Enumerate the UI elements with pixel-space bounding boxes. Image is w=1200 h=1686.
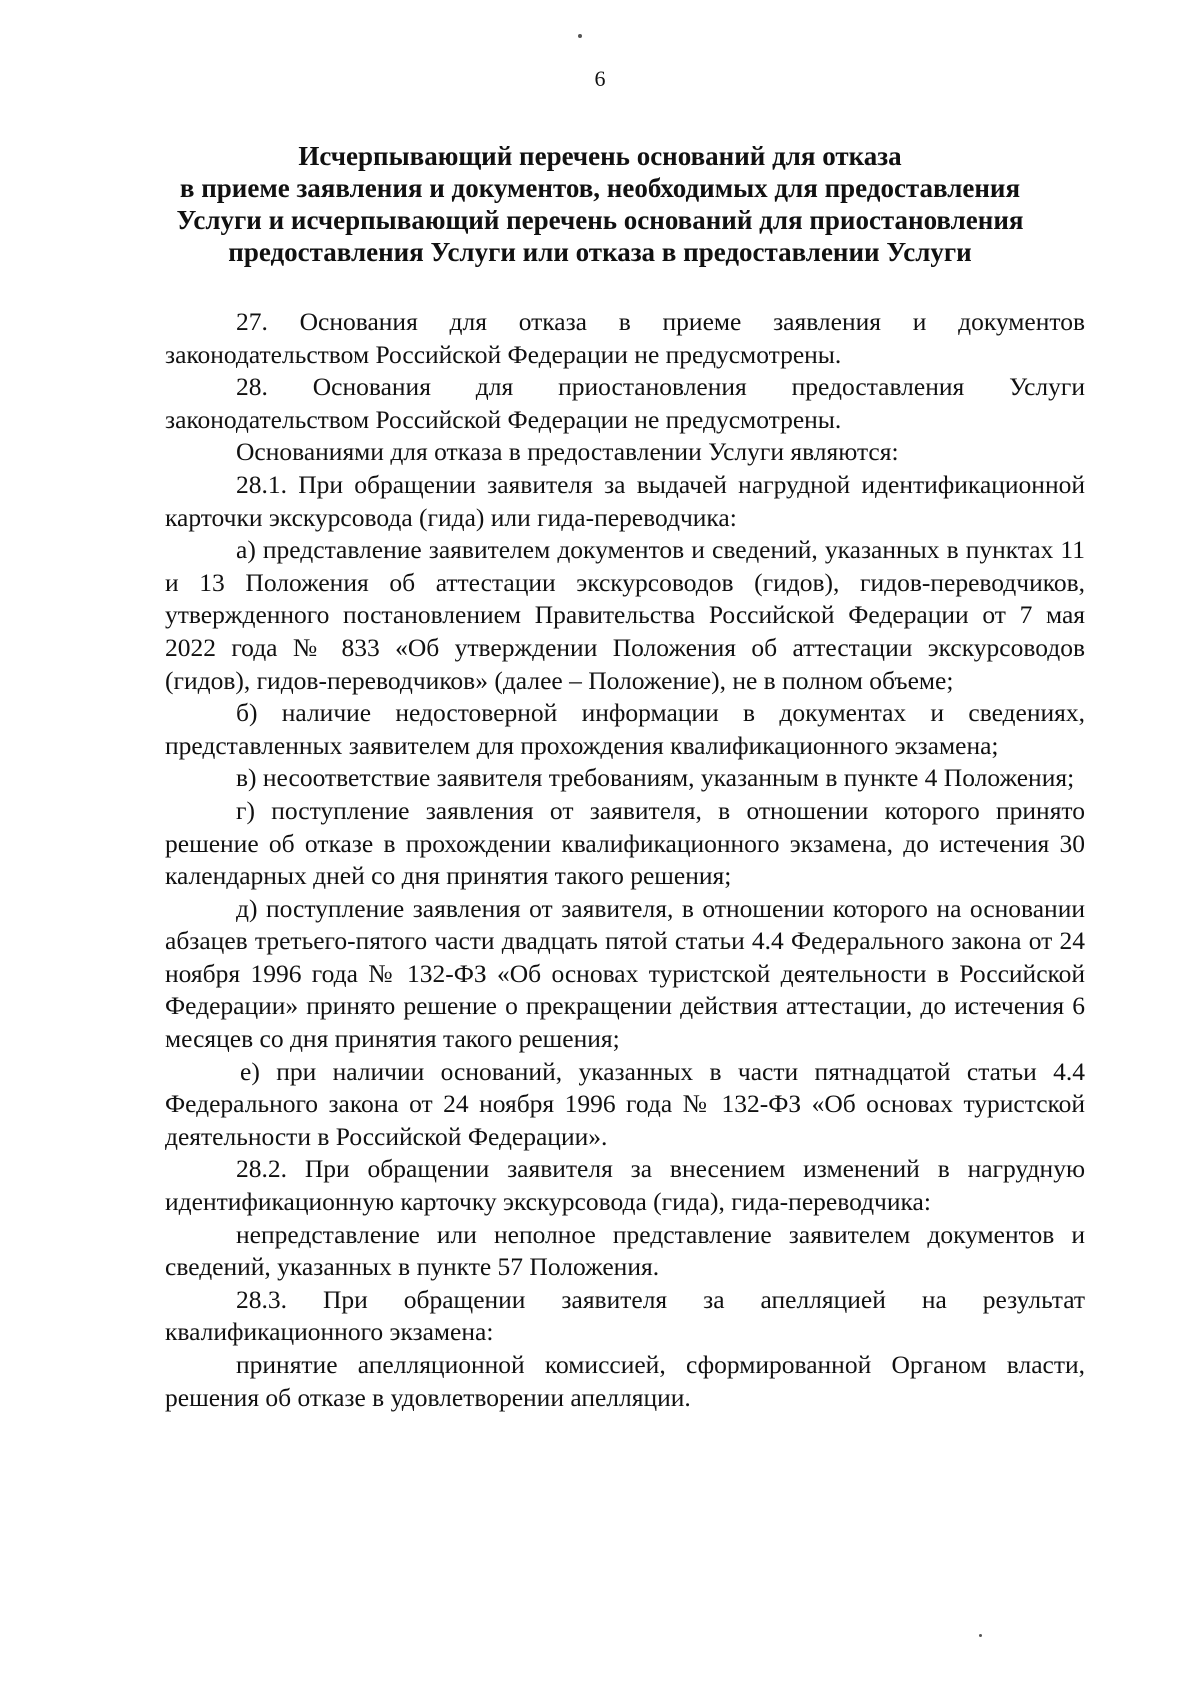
paragraph-item-b: б) наличие недостоверной информации в документах и сведениях, представленных заявителем для прохождения квалификационного экзамена; (165, 698, 1085, 760)
paragraph-28-2-ground: непредставление или неполное представление заявителем документов и сведений, указанных в пункте 57 Положения. (165, 1219, 1085, 1282)
heading-line: Услуги и исчерпывающий перечень оснований для приостановления (176, 205, 1024, 235)
paragraph-item-g: г) поступление заявления от заявителя, в отношении которого принято решение об отказе в прохождении квалификационного экзамена, до истечения 30 календарных дней со дня принятия такого решения; (165, 795, 1085, 891)
paragraph-28-2: 28.2. При обращении заявителя за внесением изменений в нагрудную идентификационную карточку экскурсовода (гида), гида-переводчика: (165, 1154, 1085, 1217)
paragraph-item-a: а) представление заявителем документов и сведений, указанных в пунктах 11 и 13 Положения об аттестации экскурсоводов (гидов), гидов-переводчиков, утвержденного постановлением Правительства Российской Федерации от 7 мая 2022 года № 833 «Об утверждении Положения об аттестации экскурсоводов (гидов), гидов-переводчиков» (далее – Положение), не в полном объеме; (165, 535, 1085, 695)
scan-speck (578, 34, 582, 38)
paragraph-27: 27. Основания для отказа в приеме заявления и документов законодательством Российской Федерации не предусмотрены. (165, 307, 1085, 369)
scan-speck (979, 1634, 982, 1637)
heading-line: Исчерпывающий перечень оснований для отказа (298, 141, 902, 171)
paragraph-28-1: 28.1. При обращении заявителя за выдачей нагрудной идентификационной карточки экскурсовода (гида) или гида-переводчика: (165, 469, 1085, 532)
section-heading (130, 140, 1070, 268)
heading-line: предоставления Услуги или отказа в предоставлении Услуги (228, 237, 972, 267)
paragraph-28-3: 28.3. При обращении заявителя за апелляцией на результат квалификационного экзамена: (165, 1284, 1085, 1347)
paragraph-28-3-ground: принятие апелляционной комиссией, сформированной Органом власти, решения об отказе в удовлетворении апелляции. (165, 1350, 1085, 1412)
paragraph-refusal-grounds: Основаниями для отказа в предоставлении Услуги являются: (236, 437, 899, 467)
paragraph-item-d: д) поступление заявления от заявителя, в отношении которого на основании абзацев третьего-пятого части двадцать пятой статьи 4.4 Федерального закона от 24 ноября 1996 года № 132-ФЗ «Об основах туристской деятельности в Российской Федерации» принято решение о прекращении действия аттестации, до истечения 6 месяцев со дня принятия такого решения; (165, 893, 1085, 1054)
paragraph-item-v: в) несоответствие заявителя требованиям, указанным в пункте 4 Положения; (236, 763, 1075, 793)
paragraph-28: 28. Основания для приостановления предоставления Услуги законодательством Российской Федерации не предусмотрены. (165, 372, 1085, 434)
heading-line: в приеме заявления и документов, необходимых для предоставления (179, 173, 1021, 203)
paragraph-item-e: е) при наличии оснований, указанных в части пятнадцатой статьи 4.4 Федерального закона от 24 ноября 1996 года № 132-ФЗ «Об основах туристской деятельности в Российской Федерации». (165, 1056, 1085, 1151)
document-body (165, 306, 1085, 1414)
page-number: 6 (594, 66, 606, 91)
